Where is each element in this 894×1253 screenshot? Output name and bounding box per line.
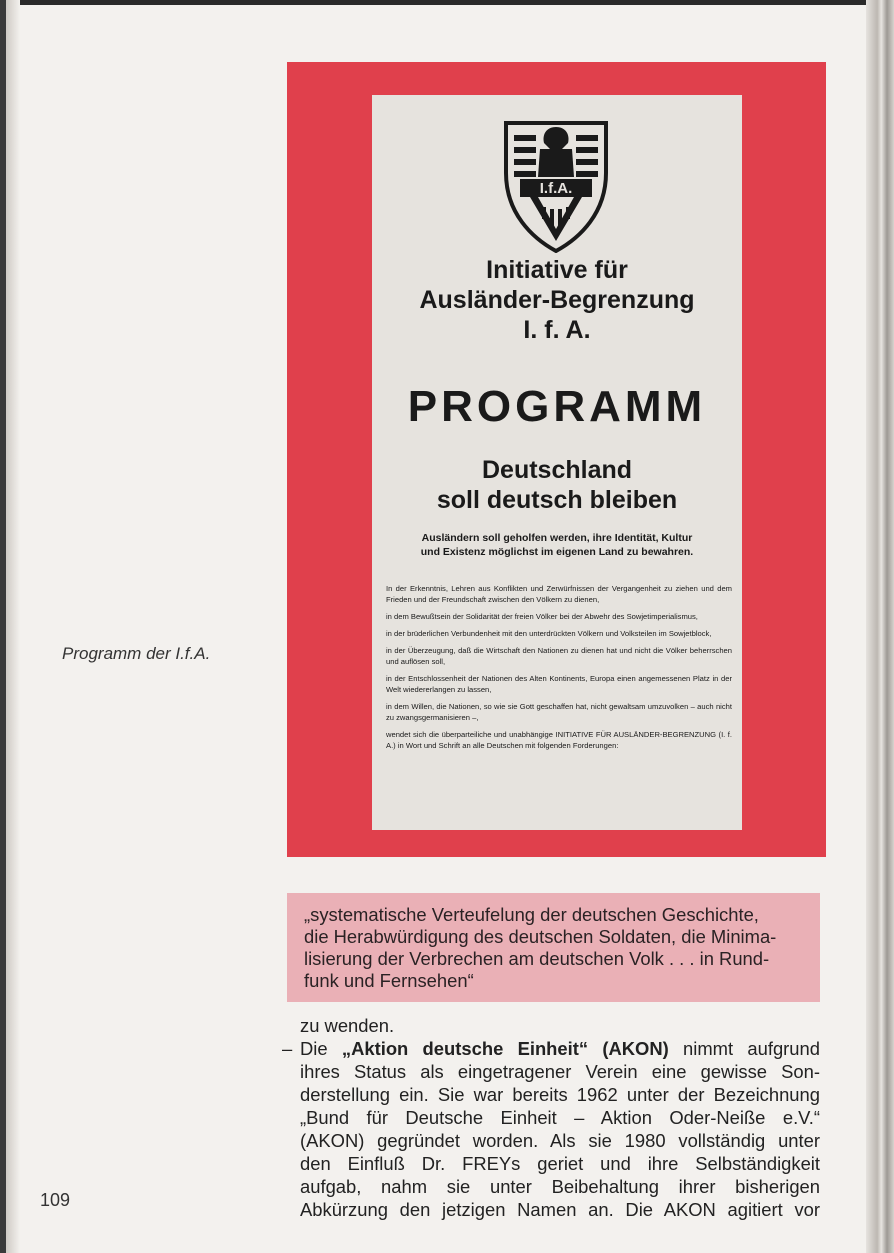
- body-list-item-line: [258, 1037, 820, 1060]
- page-left-shadow: [6, 0, 20, 1253]
- quote-line: die Herabwürdigung des deutschen Soldaten, die Minima-: [304, 926, 777, 947]
- flyer-lead: [386, 531, 728, 559]
- list-item-prefix: Die: [300, 1038, 342, 1059]
- quote-text: [304, 904, 810, 992]
- flyer-title: [372, 255, 742, 345]
- flyer-title-line: I. f. A.: [523, 316, 591, 344]
- flyer-clause: in der Überzeugung, daß die Wirtschaft den Nationen zu dienen hat und nicht die Völker beherrschen und auflösen soll,: [386, 645, 732, 666]
- flyer-motto-line: Deutschland: [481, 456, 633, 484]
- page-top-edge: [0, 0, 894, 5]
- flyer-clause: in dem Bewußtsein der Solidarität der freien Völker bei der Abwehr des Sowjetimperialismus,: [386, 612, 698, 622]
- emblem-text: I.f.A.: [539, 180, 573, 197]
- quote-line: funk und Fernsehen“: [304, 970, 474, 991]
- body-line: „Bund für Deutsche Einheit – Aktion Oder-Neiße e.V.“: [300, 1107, 820, 1128]
- flyer-clause: in der brüderlichen Verbundenheit mit den unterdrückten Völkern und Volksteilen im Sowjetblock,: [386, 628, 712, 638]
- flyer-title-line: Initiative für: [486, 256, 628, 284]
- quote-line: „systematische Verteufelung der deutschen Geschichte,: [304, 904, 759, 925]
- page-number: 109: [40, 1190, 71, 1210]
- body-text: [258, 1014, 820, 1221]
- flyer-clauses: [386, 583, 732, 757]
- body-line: derstellung ein. Sie war bereits 1962 unter der Bezeichnung: [300, 1084, 820, 1105]
- flyer-image: [372, 95, 742, 830]
- flyer-clause: wendet sich die überparteiliche und unabhängige INITIATIVE FÜR AUSLÄNDER-BEGRENZUNG (I. f. A.) in Wort und Schrift an alle Deutschen mit folgenden Forderungen:: [386, 729, 732, 751]
- flyer-motto: [372, 455, 742, 515]
- figure-caption: Programm der I.f.A.: [62, 644, 211, 663]
- flyer-clause: in dem Willen, die Nationen, so wie sie Gott geschaffen hat, nicht gewaltsam umzuvolken – auch nicht zu zwangsgermanisieren –,: [386, 701, 732, 723]
- flyer-clause: in der Entschlossenheit der Nationen des Alten Kontinents, Europa einen angemessenen Platz in der Welt wiedererlangen zu lassen,: [386, 673, 732, 695]
- flyer-clause: In der Erkenntnis, Lehren aus Konflikten und Zerwürfnissen der Vergangenheit zu ziehen und dem Frieden und der Freundschaft zwischen den Völkern zu dienen,: [386, 584, 732, 605]
- eagle-shield-emblem: [500, 113, 612, 253]
- book-binding-edge: [866, 0, 894, 1253]
- list-item-rest: nimmt aufgrund: [668, 1038, 820, 1059]
- flyer-lead-line: und Existenz möglichst im eigenen Land zu bewahren.: [420, 546, 694, 558]
- organisation-name: „Aktion deutsche Einheit“ (AKON): [341, 1038, 669, 1059]
- body-line: Abkürzung den jetzigen Namen an. Die AKON agitiert vor: [300, 1199, 820, 1220]
- flyer-lead-line: Ausländern soll geholfen werden, ihre Identität, Kultur: [421, 532, 693, 544]
- flyer-heading: PROGRAMM: [407, 382, 707, 431]
- list-dash: –: [282, 1038, 293, 1059]
- flyer-title-line: Ausländer-Begrenzung: [419, 286, 695, 314]
- body-line: den Einfluß Dr. FREYs geriet und ihre Selbständigkeit: [300, 1153, 820, 1174]
- body-line: ihres Status als eingetragener Verein eine gewisse Son-: [300, 1061, 820, 1082]
- quote-line: lisierung der Verbrechen am deutschen Volk . . . in Rund-: [304, 948, 770, 969]
- body-line: (AKON) gegründet worden. Als sie 1980 vollständig unter: [300, 1130, 820, 1151]
- flyer-motto-line: soll deutsch bleiben: [436, 486, 678, 514]
- quote-box: [287, 893, 820, 1002]
- body-line: zu wenden.: [300, 1015, 395, 1036]
- body-line: aufgab, nahm sie unter Beibehaltung ihrer bisherigen: [300, 1176, 820, 1197]
